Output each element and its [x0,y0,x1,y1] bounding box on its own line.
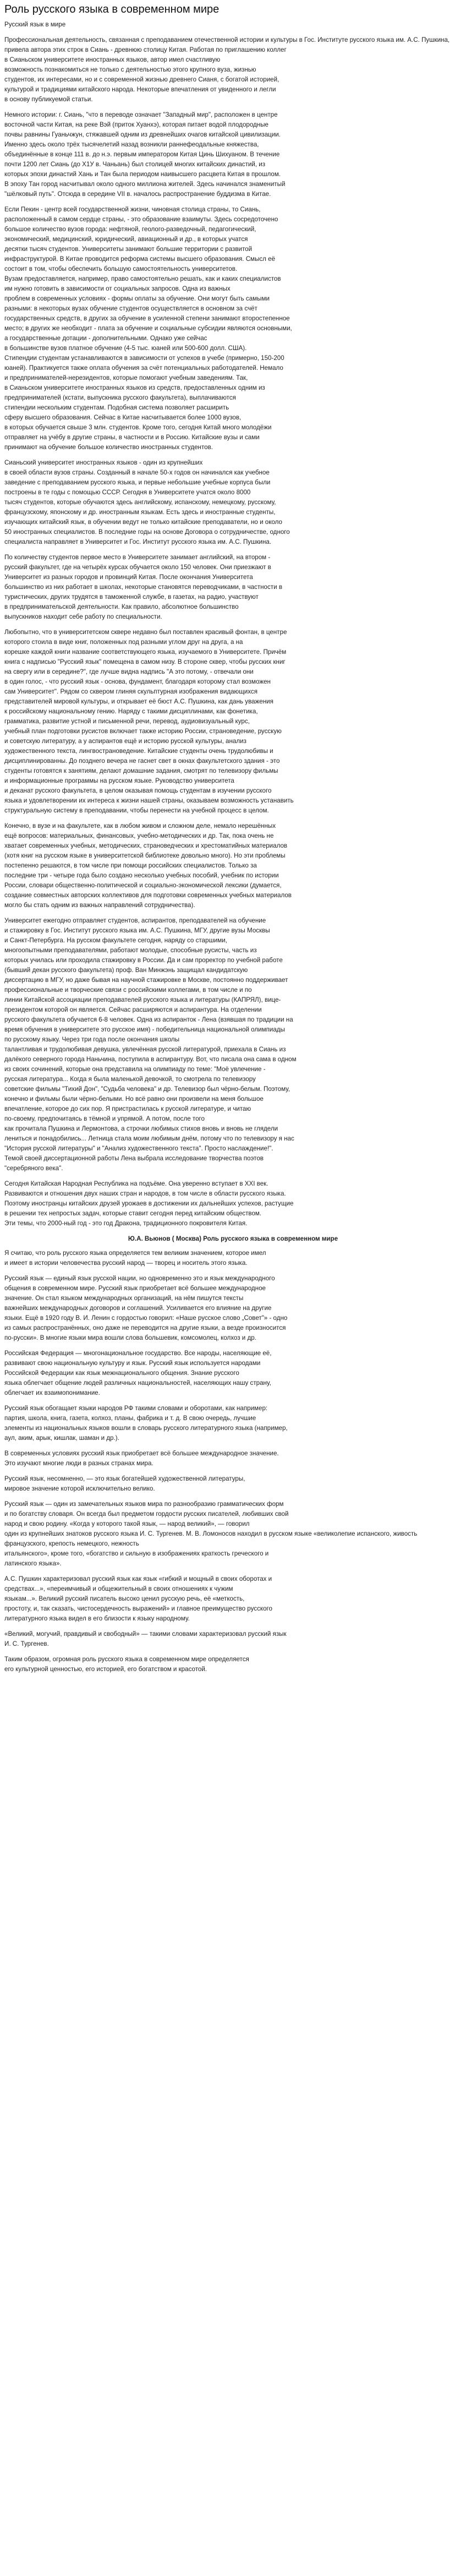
paragraph [4,1248,462,1268]
paragraph-text: Российская Федерация — многонациональное государство. Все народы, населяющие её, развивают свою национальную культуру и язык. Русский язык используется народами Российской Федерации как язык межнационального общения. Знание русского языка облегчает общение людей различных национальностей, населяющих нашу страну, облегчает их взаимопонимание. [4,1350,272,1396]
paragraph-text: Университет ежегодно отправляет студентов, аспирантов, преподавателей на обучение и стажировку в Гос. Институт русского языка им. А.С. Пушкина, МГУ, другие вузы Москвы и Санкт-Петербурга. На русском факультете сегодня, наряду со старшими, многоопытными преподавателями, работают молодые, способные русисты, часть из которых училась или проходила стажировку в России. Да и сам проректор по учебной работе (бывший декан русского факультета) проф. Ван Минжэнь защищал кандидатскую диссертацию в МГУ, но даже бывая на научной стажировке в Москве, постоянно поддерживает профессиональные и творческие связи с российскими коллегами, в том числе и по линии Китайской ассоциации преподавателей русского языка и литературы (КАПРЯЛ), вице- президентом которой он является. Сейчас расширяются и аспирантура. На отделении русского факультета обучается 6-8 человек. Одна из аспиранток - Лена (взявшая по традиции на время обучения в университете это русское имя) - победительница национальной олимпиады по русскому языку. Через три года после окончания школы талантливая и трудолюбивая девушка, увлечённая русской литературой, приехала в Сиань из далёкого северного города Наньчина, поступила в аспирантуру. Вот, что писала она сама в одном из своих сочинений, которые она представила на олимпиаду по теме: "Моё увлечение - русская литература... Когда я была маленькой девочкой, то смотрела по телевизору советские фильмы "Тихий Дон", "Судьба человека" и др. Телевизор был чёрно-белым. Поэтому, конечно и фильмы были чёрно-белыми. Но всё равно они произвели на меня большое впечатление, которое до сих пор. Я пристрастилась к русской литературе, и читаю по-своему, предпочитаясь в тёмной и упрямой. А потом, после того как прочитала Пушкина и Лермонтова, а строчки любимых стихов вновь и вновь не глядели лениться и понадобились... Летница стала моим любимым днём, потому что по телевизору я нас "История русской литературы" и "Анализ художественного текста". Просто наслаждение!". Темой своей диссертационной работы Лена выбрала исследование творчества поэтов "серебряного века". [4,917,297,1172]
paragraph-text: Любопытно, что в университетском сквере недавно был поставлен красивый фонтан, в центре которого стоила в виде книг, положенных под разными углом друг на друга, а на корешке каждой книги название соответствующего языка, изучаемого в Университете. Причём книга с надписью "Русский язык" помещена в самом низу. В стороне сквер, чтобы русских книг на свергу или в середине?", где лучше видна надпись "А это потому, - отвечали они в один голос, - что русский язык - основа, фундамент, благодаря которому стал возможен сам Университет". Рядом со сквером глиняя скульптурная изображения видающихся представителей мировой культуры, и открывает её бюст А.С. Пушкина, как дань уважения к российскому национальному гению. Наряду с такими дисциплинами, как фонетика, грамматика, развитие устной и письменной речи, перевод, аудиовизуальный курс, учебный план подготовки русистов включает также историю России, страноведение, русскую и советскую литературу, а у аспирантов ещё и историю русской культуры, анализ художественного текста, лингвострановедение. Китайские студенты очень трудолюбивы и дисциплинированны. До позднего вечера не гаснет свет в окнах факультетского здания - это студенты готовятся к занятиям, делают домашние задания, смотрят по телевизору фильмы и информационные программы на русском языке. Руководство университета и деканат русского факультета, в целом оказывая помощь студентам в изучении русского языка и удовлетворении их интереса к жизни нашей страны, оказываем возможность устанавить структуральную систему в преподавании, чтобы перенести на учебной процесс в целом. [4,629,294,814]
paragraph-text: Я считаю, что роль русского языка определяется тем великим значением, которое имел и имеет в истории человечества русский народ — творец и носитель этого языка. [4,1249,266,1267]
paragraph [4,1449,462,1469]
paragraph-text: Немного истории: г. Сиань, "что в переводе означает "Западный мир", расположен в центре восточной части Китая, на реке Вэй (приток Хуанхэ), которая питает водой плодородные почвы равнины Гуаньчжун, стяжавшей одним из древнейших очагов китайской цивилизации. Именно здесь около трёх тысячелетий назад возникли раннефеодальные княжества, объединённые в конце 111 в. до н.э. первым императором Китая Цинь Шихуаном. В течение почти 1200 лет Сиань (до X1У в. Чаньань) был столицей многих китайских династий, из которых эпохи династий Хань и Тан была периодом наивысшего расцвета Китая в прошлом. В эпоху Тан город насчитывал около одного миллиона жителей. Здесь начинался знаменитый "шёлковый путь". Отсюда в середине VII в. началось распространение буддизма в Китае. [4,111,286,198]
paragraph [4,458,462,547]
paragraph-text: Сегодня Китайская Народная Республика на подъёме. Она уверенно вступает в XXI век. Развиваются и отношения двух наших стран и народов, в том числе в области русского языка. Поэтому иностранцы китайских друзей урожаев в достижении их дальнейших успехов, растущие в решении тех непростых задач, которые ставит сегодня перед китайским обществом. Эти темы, что 2000-ный год - это год Дракона, традиционного покровителя Китая. [4,1180,294,1227]
paragraph [4,916,462,1174]
paragraph-text: Таким образом, огромная роль русского языка в современном мире определяется его культурной ценностью, его историей, его богатством и красотой. [4,1656,249,1673]
paragraph [4,1179,462,1229]
paragraph-text: Русский язык — единый язык русской нации, но одновременно это и язык международного общения в современном мире. Русский язык приобретает всё большее международное значение. Он стал языком международных организаций, на нём пишутся тексты важнейших международных договоров и соглашений. Усиливается его влияние на другие языки. Ещё в 1920 году В. И. Ленин с гордостью говорил: «Наше русское слово „Совет"» - одно из самых распространённых, оно даже не переводится на другие языки, а везде произносится по-русски». В многие языки мира вошли слова большевик, комсомолец, колхоз и др. [4,1275,288,1341]
paragraph [4,1629,462,1649]
paragraph-text: Сианьский университет иностранных языков - один из крупнейших в своей области вузов страны. Созданный в начале 50-х годов он начинался как учебное заведение с преподаванием русского языка, и первые небольшие учебные корпуса были построены в те годы с помощью СССР. Сегодня в Университете учатся около 8000 тысяч студентов, которые обучаются здесь английскому, испанскому, немецкому, русскому, французскому, японскому и др. иностранным языкам. Есть здесь и иностранные студенты, изучающих китайский язык, в обучении ведут не только китайские преподаватели, но и около 50 иностранных специалистов. В последние годы на основе Договора о сотрудничестве, одного специалиста направляет в Университет и Гос. Институт русского языка им. А.С. Пушкина. [4,459,290,545]
paragraph-text: Русский язык — один из замечательных языков мира по разнообразию грамматических форм и по богатству словаря. Он всегда был предметом гордости русских писателей, любивших свой народ и свою родину. «Когда у которого такой язык, — народ великий», — говорил один из крупнейших знатоков русского языка И. С. Тургенев. М. В. Ломоносов находил в русском языке «великолепие испанского, живость французского, крепость немецкого, нежность итальянского», кроме того, «богатство и сильную в изображениях краткость греческого и латинского языка». [4,1500,418,1567]
paragraph [4,627,462,816]
paragraph [4,553,462,622]
paragraph-text: Русский язык обогащает языки народов РФ такими словами и оборотами, как например: партия, школа, книга, газета, колхоз, планы, фабрика и т. д. В свою очередь, лучшие элементы из национальных языков вошли в словарь русского литературного языка (например, аул, аким, арык, кишлак, шаман и др.). [4,1405,288,1442]
paragraph-text: В современных условиях русский язык приобретает всё большее международное значение. Это изучают многие люди в разных странах мира. [4,1450,279,1467]
article-title: Роль русского языка в современном мире [4,3,220,15]
paragraph [4,1474,462,1494]
paragraph [4,1574,462,1624]
paragraph [4,1274,462,1343]
paragraph [4,205,462,452]
paragraph-text: Профессиональная деятельность, связанная с преподаванием отечественной истории и культуры в Гос. Институте русского языка им. А.С. Пушкина, привела автора этих строк в Сиань - древнюю столицу Китая. Работая по приглашению коллег в Сианьском университете иностранных языков, автор имел счастливую возможность познакомиться не только с деятельностью этого крупного вуза, жизнью студентов, их интересами, но и с современной жизнью древнего Сианя, с богатой историей, культурой и традициями китайского народа. Некоторые впечатления от увиденного и легли в основу публикуемой статьи. [4,36,450,103]
paragraph-text: Русский язык, несомненно, — это язык богатейшей художественной литературы, мировое значение которой исключительно велико. [4,1475,245,1492]
article-subtitle: Русский язык в мире [4,21,66,28]
second-article-byline: Ю.А. Вьюнов ( Москва) Роль русского языка в современном мире [128,1235,338,1242]
paragraph [4,821,462,910]
paragraph [4,1499,462,1569]
paragraph [4,110,462,199]
paragraph [4,1655,462,1674]
paragraph-text: «Великий, могучий, правдивый и свободный» — такими словами характеризовал русский язык И. С. Тургенев. [4,1630,287,1647]
paragraph-text: По количеству студентов первое место в Университете занимает английский, на втором - русский факультет, где на четырёх курсах обучается около 150 человек. Они приезжают в Университет из разных городов и провинций Китая. После окончания Университета большинство из них работает в школах, некоторые становятся переводчиками, в частности в туристических, других трудятся в таможенной службе, в газетах, на радио, участвуют в предпринимательской деятельности. Как правило, абсолютное большинство выпускников находит себе работу по специальности. [4,554,282,620]
paragraph-text: Если Пекин - центр всей государственной жизни, чиновная столица страны, то Сиань, расположенный в самом сердце страны, - это образование взаимуты. Здесь сосредоточено большое количество вузов города: нефтяной, геолого-разведочный, педагогический, экономический, медицинский, юридический, авиационный и др., в которых учатся десятки тысяч студентов. Университеты занимают большие территории с развитой инфраструктурой. В Китае проводится реформа системы высшего образования. Смысл её состоит в том, чтобы обеспечить большую самостоятельность университетов. Вузам предоставляется, например, право самостоятельно решать, как и каких специалистов им нужно готовить в зависимости от социальных запросов. Одна из важных проблем в современных условиях - формы оплаты за обучение. Они могут быть самыми разными: в некоторых вузах обучение студентов осуществляется в основном за счёт государственных средств, в других за обучение в усиленной степени занимают второстепенное место; в других же необходит - плата за обучение и социальные субсидии являются основными, а государственные дотации - дополнительными. Однако уже сейчас в большинстве вузов платное обучение (4-5 тыс. юаней или 500-600 долл. США). Стипендии студентам устанавливаются в зависимости от успехов в учебе (примерно, 150-200 юаней). Практикуется также оплата обучения за счёт потенциальных работодателей. Немало и предпринимателей-нерезидентов, которые помогают учебным заведениям. Так, в Сианьском университете иностранных языков из средств, предоставленных одним из предпринимателей (кстати, выпускника русского факультета), выплачиваются стипендии нескольким студентам. Подобная система позволяет расширить сферу высшего образования. Сейчас в Китае насчитывается более 1000 вузов, в которых обучается свыше 3 млн. студентов. Кроме того, сегодня Китай много молодёжи отправляет на учёбу в другие страны, в частности и в Россию. Китайские вузы и сами принимают на обучение большое количество иностранных студентов. [4,206,292,451]
paragraph-text: Конечно, в вузе и на факультете, как в любом живом и сложном деле, немало нерешённых ещё вопросов: материальных, финансовых, учебно-методических и др. Так, пока очень не хватает современных учебных, методических, страноведческих и хрестоматийных материалов (хотя книг на русском языке в университетской библиотеке довольно много). Но эти проблемы постепенно решаются, в том числе при помощи российских специалистов. Только за последние три - четыре года было создано несколько учебных пособий, учебник по истории России, словари общественно-политической и социально-экономической лексики (думается, создание совместных авторских коллективов для подготовки современных учебных материалов могло бы стать одним из важных направлений сотрудничества). [4,822,292,909]
paragraph [4,35,462,105]
paragraph-text: А.С. Пушкин характеризовал русский язык как язык «гибкий и мощный в своих оборотах и средствах...», «переимчивый и общежительный в своих отношениях к чужим языкам...». Великий русский писатель высоко ценил русскую речь, её «меткость, простоту, и, так сказать, чистосердечность выражений» и главное преимущество русского литературного языка видел в его близости к языку народному. [4,1575,272,1622]
paragraph [4,1349,462,1398]
paragraph [4,1404,462,1443]
